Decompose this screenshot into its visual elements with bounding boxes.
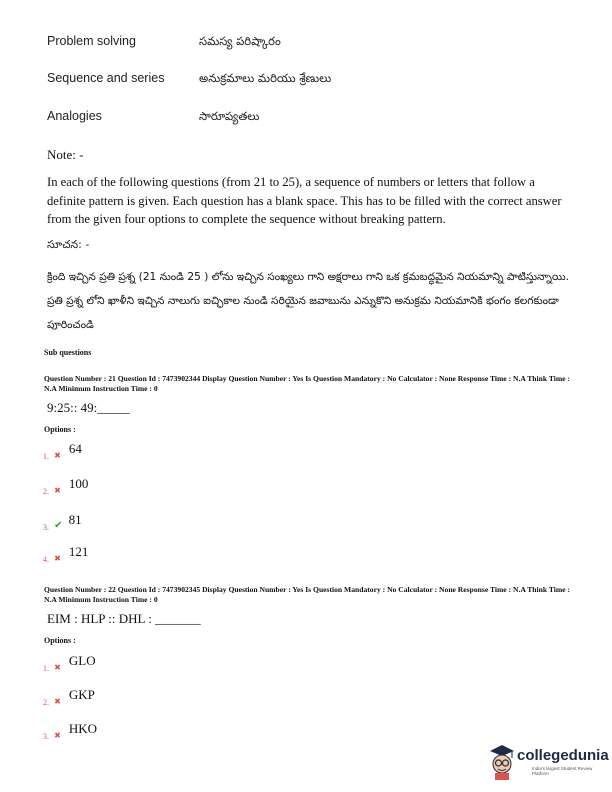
note-text: In each of the following questions (from 21 to 25), a sequence of numbers or letters that follow a definite pattern is given. Each question has a blank space. This has to be filled with the correct answer from the given four options to complete the sequence without breaking pattern. — [47, 175, 562, 226]
question-22-meta: Question Number : 22 Question Id : 7473902345 Display Question Number : Yes Is Question Mandatory : No Calculator : None Response Time : N.A Think Time : N.A Minimum Instruction Time : 0 — [44, 585, 570, 604]
option-value: GKP — [68, 687, 95, 702]
option-number: 2. — [43, 698, 49, 707]
topic-2-telugu: అనుక్రమాలు మరియు శ్రేణులు — [199, 71, 332, 85]
q22-option-2[interactable] — [43, 684, 95, 707]
option-value: 81 — [68, 512, 82, 527]
option-value: HKO — [68, 721, 98, 736]
cross-icon: ✖ — [54, 554, 61, 563]
options-label: Options : — [44, 425, 76, 434]
cross-icon: ✖ — [54, 731, 61, 740]
check-icon: ✔ — [54, 520, 63, 531]
option-value: 64 — [68, 441, 82, 456]
option-number: 3. — [43, 523, 49, 532]
option-value: 100 — [68, 476, 89, 491]
q21-option-3[interactable] — [43, 509, 82, 532]
logo-tagline: India's largest Student Review Platform — [532, 766, 593, 776]
cross-icon: ✖ — [54, 451, 61, 460]
topic-2-english: Sequence and series — [47, 71, 165, 85]
cross-icon: ✖ — [54, 663, 61, 672]
note-label: Note: - — [47, 147, 84, 162]
cross-icon: ✖ — [54, 697, 61, 706]
topic-1-telugu: సమస్య పరిష్కారం — [199, 34, 281, 48]
collegedunia-logo — [488, 742, 608, 782]
q22-option-1[interactable] — [43, 650, 96, 673]
option-value: 121 — [68, 544, 89, 559]
question-21-text: 9:25:: 49:_____ — [47, 400, 130, 415]
topic-3-english: Analogies — [47, 109, 102, 123]
cross-icon: ✖ — [54, 486, 61, 495]
option-number: 2. — [43, 487, 49, 496]
q21-option-4[interactable] — [43, 541, 89, 564]
option-value: GLO — [68, 653, 96, 668]
option-number: 1. — [43, 664, 49, 673]
question-22-text: EIM : HLP :: DHL : _______ — [47, 611, 201, 626]
option-number: 3. — [43, 732, 49, 741]
q22-option-3[interactable] — [43, 718, 98, 741]
options-label: Options : — [44, 636, 76, 645]
option-number: 4. — [43, 555, 49, 564]
suchana-label: సూచన: - — [47, 238, 90, 251]
q21-option-2[interactable] — [43, 473, 89, 496]
topic-1-english: Problem solving — [47, 34, 136, 48]
question-21-meta: Question Number : 21 Question Id : 7473902344 Display Question Number : Yes Is Question Mandatory : No Calculator : None Response Time : N.A Think Time : N.A Minimum Instruction Time : 0 — [44, 374, 570, 393]
option-number: 1. — [43, 452, 49, 461]
mascot-icon — [488, 742, 516, 780]
telugu-instruction: క్రింది ఇచ్చిన ప్రతి ప్రశ్న (21 నుండి 25 ) లోను ఇచ్చిన సంఖ్యలు గాని అక్షరాలు గాని ఒక క్రమబద్ధమైన నియమాన్ని పాటిస్తున్నాయి. ప్రతి ప్రశ్న లోని ఖాళీని ఇచ్చిన నాలుగు ఐచ్ఛికాల నుండి సరియైన జవాబును ఎన్నుకొని అనుక్రమ నియమానికి భంగం కలగకుండా పూరించండి — [47, 271, 569, 331]
logo-name: collegedunia — [517, 747, 609, 764]
q21-option-1[interactable] — [43, 438, 82, 461]
topic-3-telugu: సారూప్యతలు — [199, 109, 260, 123]
sub-questions-label: Sub questions — [44, 348, 92, 357]
